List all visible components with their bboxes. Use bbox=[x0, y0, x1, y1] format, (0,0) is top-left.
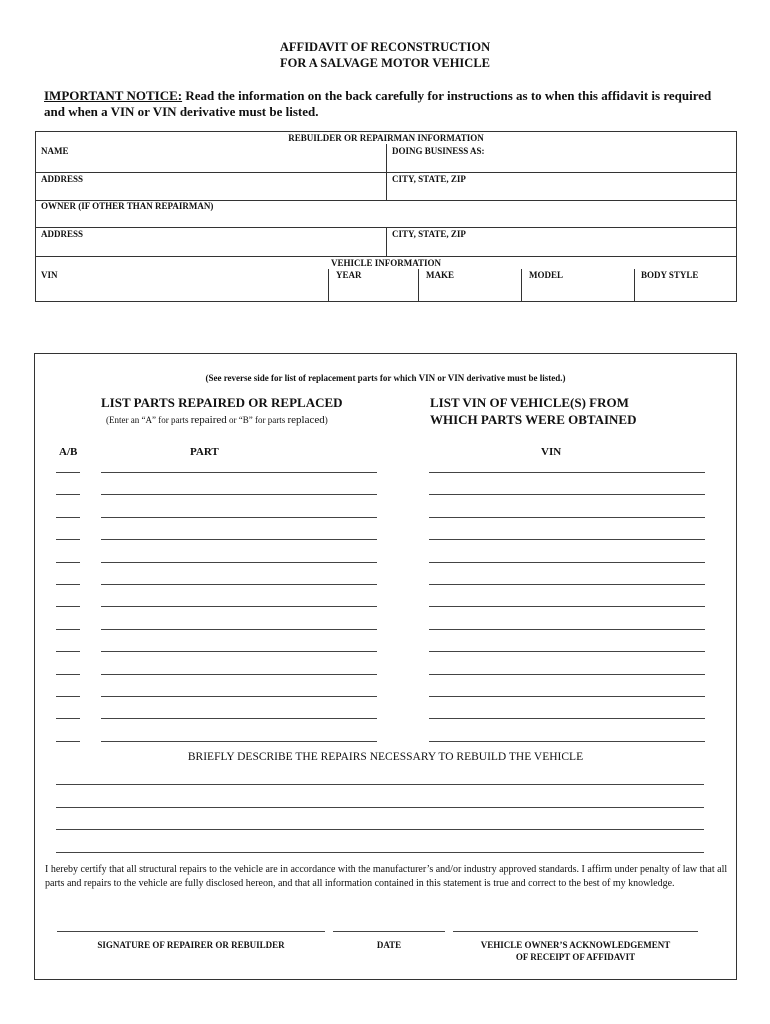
vin-input[interactable] bbox=[429, 606, 705, 607]
parts-left-heading: LIST PARTS REPAIRED OR REPLACED bbox=[101, 395, 343, 410]
address-field[interactable]: ADDRESS bbox=[41, 174, 84, 184]
ab-input[interactable] bbox=[56, 741, 80, 742]
date-line[interactable] bbox=[333, 931, 445, 932]
repair-description-line[interactable] bbox=[56, 807, 704, 808]
certification-text: I hereby certify that all structural repairs to the vehicle are in accordance with the manufacturer’s and/or industry approved standards. I affirm under penalty of law that all parts and repairs to the vehicle are fully disclosed hereon, and that all information contained in this statement is true and correct to the best of my knowledge. bbox=[45, 864, 728, 889]
year-field[interactable]: YEAR bbox=[336, 270, 362, 280]
part-input[interactable] bbox=[101, 539, 377, 540]
important-notice bbox=[44, 88, 734, 120]
ab-input[interactable] bbox=[56, 517, 80, 518]
part-input[interactable] bbox=[101, 718, 377, 719]
vin-input[interactable] bbox=[429, 696, 705, 697]
parts-note: (See reverse side for list of replacement parts for which VIN or VIN derivative must be listed.) bbox=[205, 373, 566, 383]
vin-input[interactable] bbox=[429, 517, 705, 518]
ab-input[interactable] bbox=[56, 539, 80, 540]
col-part-header: PART bbox=[190, 446, 219, 458]
body-style-field[interactable]: BODY STYLE bbox=[641, 270, 699, 280]
owner-field[interactable]: OWNER (IF OTHER THAN REPAIRMAN) bbox=[41, 201, 214, 211]
parts-right-heading-1: LIST VIN OF VEHICLE(S) FROM bbox=[430, 395, 629, 410]
vin-input[interactable] bbox=[429, 584, 705, 585]
dba-field[interactable]: DOING BUSINESS AS: bbox=[392, 146, 485, 156]
owner-address-field[interactable]: ADDRESS bbox=[41, 229, 84, 239]
ab-input[interactable] bbox=[56, 674, 80, 675]
form-title-line1: AFFIDAVIT OF RECONSTRUCTION bbox=[279, 40, 491, 54]
city-state-zip-field[interactable]: CITY, STATE, ZIP bbox=[392, 174, 466, 184]
vin-input[interactable] bbox=[429, 674, 705, 675]
part-input[interactable] bbox=[101, 606, 377, 607]
parts-box bbox=[34, 353, 737, 980]
parts-left-subheading bbox=[106, 414, 328, 426]
ab-input[interactable] bbox=[56, 562, 80, 563]
rebuilder-section-header: REBUILDER OR REPAIRMAN INFORMATION bbox=[288, 133, 484, 143]
vin-field[interactable]: VIN bbox=[41, 270, 58, 280]
make-field[interactable]: MAKE bbox=[426, 270, 454, 280]
vehicle-section-header: VEHICLE INFORMATION bbox=[330, 258, 442, 268]
part-input[interactable] bbox=[101, 741, 377, 742]
owner-ack-label-1: VEHICLE OWNER’S ACKNOWLEDGEMENT bbox=[480, 940, 671, 950]
ab-input[interactable] bbox=[56, 718, 80, 719]
sub-d: replaced bbox=[287, 414, 325, 426]
rebuilder-vehicle-table bbox=[35, 131, 737, 302]
part-input[interactable] bbox=[101, 629, 377, 630]
sub-c: or “B” for parts bbox=[226, 415, 288, 425]
part-input[interactable] bbox=[101, 696, 377, 697]
owner-ack-line[interactable] bbox=[453, 931, 698, 932]
form-title-line2: FOR A SALVAGE MOTOR VEHICLE bbox=[279, 56, 491, 70]
ab-input[interactable] bbox=[56, 494, 80, 495]
vin-input[interactable] bbox=[429, 562, 705, 563]
vin-input[interactable] bbox=[429, 651, 705, 652]
vin-input[interactable] bbox=[429, 741, 705, 742]
part-input[interactable] bbox=[101, 494, 377, 495]
notice-text: Read the information on the back carefully for instructions as to when this affidavit is required and when a VIN or VIN derivative must be listed. bbox=[44, 88, 712, 119]
parts-right-heading-2: WHICH PARTS WERE OBTAINED bbox=[430, 412, 637, 427]
model-field[interactable]: MODEL bbox=[529, 270, 564, 280]
ab-input[interactable] bbox=[56, 696, 80, 697]
part-input[interactable] bbox=[101, 472, 377, 473]
vin-input[interactable] bbox=[429, 718, 705, 719]
vin-input[interactable] bbox=[429, 539, 705, 540]
sub-e: ) bbox=[324, 415, 328, 425]
name-field[interactable]: NAME bbox=[41, 146, 69, 156]
repairer-signature-line[interactable] bbox=[57, 931, 325, 932]
part-input[interactable] bbox=[101, 562, 377, 563]
ab-input[interactable] bbox=[56, 472, 80, 473]
ab-input[interactable] bbox=[56, 629, 80, 630]
repair-description-line[interactable] bbox=[56, 784, 704, 785]
repairer-signature-label: SIGNATURE OF REPAIRER OR REBUILDER bbox=[97, 940, 285, 950]
sub-b: repaired bbox=[190, 414, 227, 426]
part-input[interactable] bbox=[101, 651, 377, 652]
ab-input[interactable] bbox=[56, 651, 80, 652]
repairs-heading: BRIEFLY DESCRIBE THE REPAIRS NECESSARY TO REBUILD THE VEHICLE bbox=[187, 751, 584, 763]
sub-a: (Enter an “A” for parts bbox=[106, 415, 191, 425]
part-input[interactable] bbox=[101, 517, 377, 518]
vin-input[interactable] bbox=[429, 629, 705, 630]
owner-ack-label-2: OF RECEIPT OF AFFIDAVIT bbox=[515, 952, 636, 962]
vin-input[interactable] bbox=[429, 472, 705, 473]
part-input[interactable] bbox=[101, 584, 377, 585]
notice-label: IMPORTANT NOTICE: bbox=[44, 88, 183, 103]
repair-description-line[interactable] bbox=[56, 829, 704, 830]
date-label: DATE bbox=[376, 940, 402, 950]
owner-city-state-zip-field[interactable]: CITY, STATE, ZIP bbox=[392, 229, 466, 239]
col-ab-header: A/B bbox=[59, 446, 78, 458]
repair-description-line[interactable] bbox=[56, 852, 704, 853]
vin-input[interactable] bbox=[429, 494, 705, 495]
ab-input[interactable] bbox=[56, 584, 80, 585]
part-input[interactable] bbox=[101, 674, 377, 675]
ab-input[interactable] bbox=[56, 606, 80, 607]
col-vin-header: VIN bbox=[541, 446, 562, 458]
